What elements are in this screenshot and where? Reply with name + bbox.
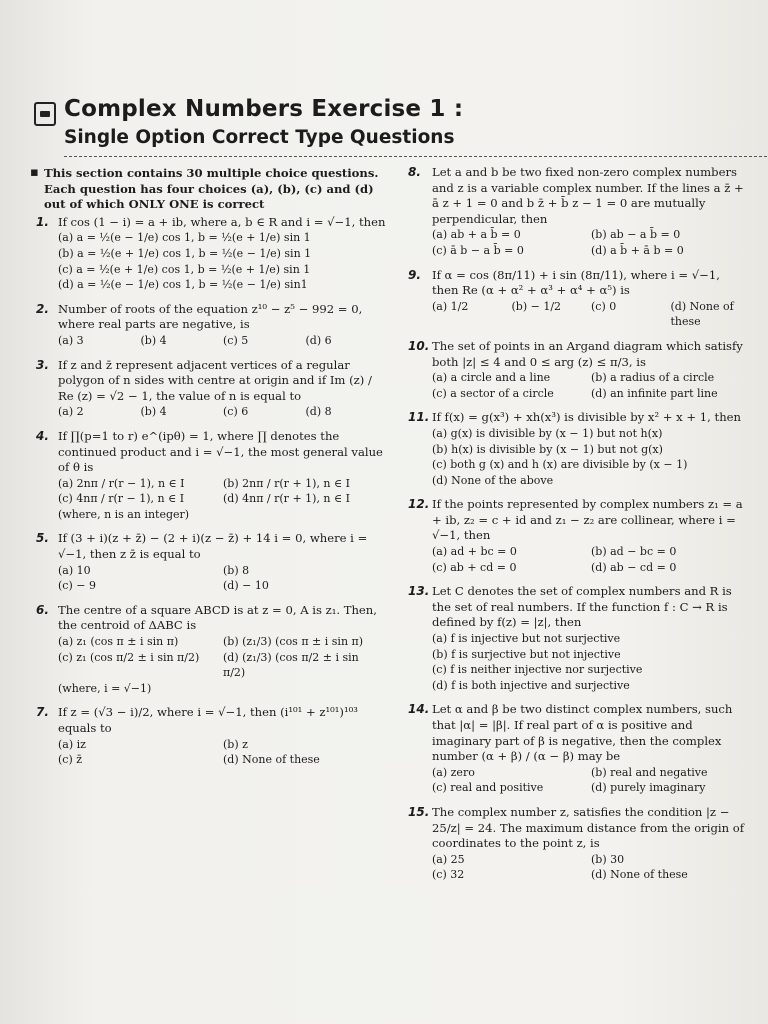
question-11 [410,410,750,488]
book-icon [34,102,56,126]
question-stem: Let a and b be two fixed non-zero complex numbers and z is a variable complex number. If the lines a z̄ + ā z + 1 = 0 and b z̄ + b̄ z − 1 = 0 are mutually perpendicular, then [432,165,744,226]
option-c: (c) a = ½(e + 1/e) cos 1, b = ½(e + 1/e) sin 1 [58,262,311,276]
options [58,476,388,507]
options [432,544,750,575]
option-d: (d) None of these [223,753,320,767]
header-divider [64,156,768,157]
option-d: (d) None of these [591,868,688,882]
left-column [30,166,388,777]
option-a: (a) a = ½(e − 1/e) cos 1, b = ½(e + 1/e) sin 1 [58,231,311,245]
option-d: (d) purely imaginary [591,781,706,795]
option-c: (c) both g (x) and h (x) are divisible by (x − 1) [432,458,688,472]
question-stem: If z = (√3 − i)/2, where i = √−1, then (i¹⁰¹ + z¹⁰¹)¹⁰³ equals to [58,705,358,735]
option-d: (d) a = ½(e − 1/e) cos 1, b = ½(e − 1/e) sin1 [58,278,308,292]
question-stem: The centre of a square ABCD is at z = 0, A is z₁. Then, the centroid of ΔABC is [58,602,377,633]
option-a: (a) 3 [58,333,84,347]
option-a: (a) a circle and a line [432,371,551,385]
options [58,634,388,681]
question-2 [30,302,388,349]
question-stem: If α = cos (8π/11) + i sin (8π/11), where i = √−1, then Re (α + α² + α³ + α⁴ + α⁵) is [432,267,720,298]
option-d: (d) 8 [305,405,332,419]
option-a: (a) 1/2 [432,299,469,313]
question-stem: Let C denotes the set of complex numbers and R is the set of real numbers. If the function f : C → R is defined by f(z) = |z|, then [432,584,732,630]
question-number: 5. [36,531,49,546]
option-c: (c) ā b − a b̄ = 0 [432,243,524,257]
question-13 [410,584,750,693]
question-number: 6. [36,602,49,617]
option-c: (c) 5 [223,333,249,347]
option-d: (d) None of the above [432,473,554,487]
option-d: (d) ab − cd = 0 [591,560,677,574]
option-b: (b) 8 [223,563,250,577]
question-8 [410,165,750,259]
option-b: (b) f is surjective but not injective [432,647,621,661]
option-c: (c) z₁ (cos π/2 ± i sin π/2) [58,650,200,664]
question-number: 15. [408,804,430,819]
options [432,299,750,330]
question-stem: Number of roots of the equation z¹⁰ − z⁵ − 992 = 0, where real parts are negative, is [58,301,363,332]
option-d: (d) an infinite part line [591,386,718,400]
question-3 [30,358,388,420]
question-stem: The set of points in an Argand diagram which satisfy both |z| ≤ 4 and 0 ≤ arg (z) ≤ π/3, is [432,338,743,369]
question-number: 2. [36,301,49,316]
question-stem: If (3 + i)(z + z̄) − (2 + i)(z − z̄) + 14 i = 0, where i = √−1, then z z̄ is equal to [58,531,368,562]
question-6 [30,603,388,697]
option-d: (d) − 10 [223,579,269,593]
option-a: (a) 2nπ / r(r − 1), n ∈ I [58,476,185,490]
options [432,426,750,488]
option-c: (c) z̄ [58,753,83,767]
option-b: (b) − 1/2 [511,299,562,313]
question-number: 7. [36,705,49,720]
page-title: Complex Numbers Exercise 1 : [64,96,464,122]
question-stem: If f(x) = g(x³) + xh(x³) is divisible by x² + x + 1, then [432,410,741,425]
question-15 [410,805,750,883]
option-b: (b) 4 [140,405,167,419]
options [58,563,388,594]
option-b: (b) real and negative [591,765,708,779]
question-stem: Let α and β be two distinct complex numbers, such that |α| = |β|. If real part of α is positive and imaginary part of β is negative, then the complex number (α + β) / (α − β) may be [432,702,733,764]
option-b: (b) a = ½(e + 1/e) cos 1, b = ½(e − 1/e) sin 1 [58,246,312,260]
option-b: (b) z [223,737,248,751]
question-stem: If cos (1 − i) = a + ib, where a, b ∈ R and i = √−1, then [58,214,386,229]
option-b: (b) ab − a b̄ = 0 [591,228,681,242]
question-4 [30,429,388,523]
option-c: (c) 4nπ / r(r − 1), n ∈ I [58,492,185,506]
question-note: (where, i = √−1) [58,681,152,695]
option-b: (b) (z₁/3) (cos π ± i sin π) [223,635,364,649]
question-number: 14. [408,702,430,717]
option-a: (a) 10 [58,563,91,577]
option-a: (a) z₁ (cos π ± i sin π) [58,635,179,649]
option-a: (a) ab + a b̄ = 0 [432,228,521,242]
question-12 [410,497,750,575]
option-c: (c) f is neither injective nor surjective [432,663,643,677]
question-number: 3. [36,357,49,372]
page-subtitle: Single Option Correct Type Questions [64,127,455,148]
option-b: (b) a radius of a circle [591,371,715,385]
options [58,230,388,292]
options [432,631,750,693]
question-number: 1. [36,214,49,229]
option-b: (b) 30 [591,852,625,866]
option-b: (b) 4 [140,333,167,347]
question-number: 12. [408,497,430,512]
question-10 [410,339,750,401]
option-c: (c) 32 [432,868,465,882]
question-stem: If the points represented by complex numbers z₁ = a + ib, z₂ = c + id and z₁ − z₂ are collinear, where i = √−1, then [432,497,743,543]
question-14 [410,702,750,796]
option-a: (a) ad + bc = 0 [432,545,517,559]
question-note: (where, n is an integer) [58,507,190,521]
option-d: (d) a b̄ + ā b = 0 [591,243,684,257]
question-stem: If z and z̄ represent adjacent vertices of a regular polygon of n sides with centre at origin and if Im (z) / Re (z) = √2 − 1, the value of n is equal to [58,357,372,403]
options [432,370,750,401]
question-number: 4. [36,428,49,443]
question-stem: The complex number z, satisfies the condition |z − 25/z| = 24. The maximum distance from the origin of coordinates to the point z, is [432,804,745,851]
question-number: 13. [408,584,430,599]
option-c: (c) a sector of a circle [432,386,554,400]
options [58,737,388,768]
question-number: 8. [408,165,421,179]
question-5 [30,531,388,593]
option-b: (b) ad − bc = 0 [591,545,677,559]
options [432,765,750,796]
option-c: (c) ab + cd = 0 [432,560,517,574]
option-d: (d) (z₁/3) (cos π/2 ± i sin π/2) [223,650,359,680]
question-number: 11. [408,410,430,425]
option-b: (b) h(x) is divisible by (x − 1) but not g(x) [432,442,663,456]
options [58,333,388,349]
right-column [410,165,750,892]
option-d: (d) 6 [305,333,332,347]
option-d: (d) None of these [670,299,734,329]
option-a: (a) f is injective but not surjective [432,632,621,646]
option-c: (c) real and positive [432,781,544,795]
question-number: 10. [408,338,430,353]
option-d: (d) f is both injective and surjective [432,678,630,692]
option-a: (a) 2 [58,405,84,419]
option-a: (a) zero [432,765,475,779]
option-d: (d) 4nπ / r(r + 1), n ∈ I [223,492,350,506]
option-b: (b) 2nπ / r(r + 1), n ∈ I [223,476,350,490]
option-a: (a) 25 [432,852,465,866]
question-stem: If ∏(p=1 to r) e^(ipθ) = 1, where ∏ denotes the continued product and i = √−1, the most general value of θ is [58,428,383,475]
option-a: (a) iz [58,737,86,751]
option-c: (c) 6 [223,405,249,419]
question-7 [30,705,388,767]
option-a: (a) g(x) is divisible by (x − 1) but not h(x) [432,426,663,440]
options [432,227,750,258]
question-9 [410,268,750,330]
options [58,404,388,420]
options [432,852,750,883]
option-c: (c) − 9 [58,579,96,593]
question-number: 9. [408,267,421,282]
option-c: (c) 0 [591,299,617,313]
instructions: ▪ This section contains 30 multiple choice questions. Each question has four choices (a), (b), (c) and (d) out of which ONLY ONE is correct [30,166,388,213]
question-1 [30,215,388,293]
